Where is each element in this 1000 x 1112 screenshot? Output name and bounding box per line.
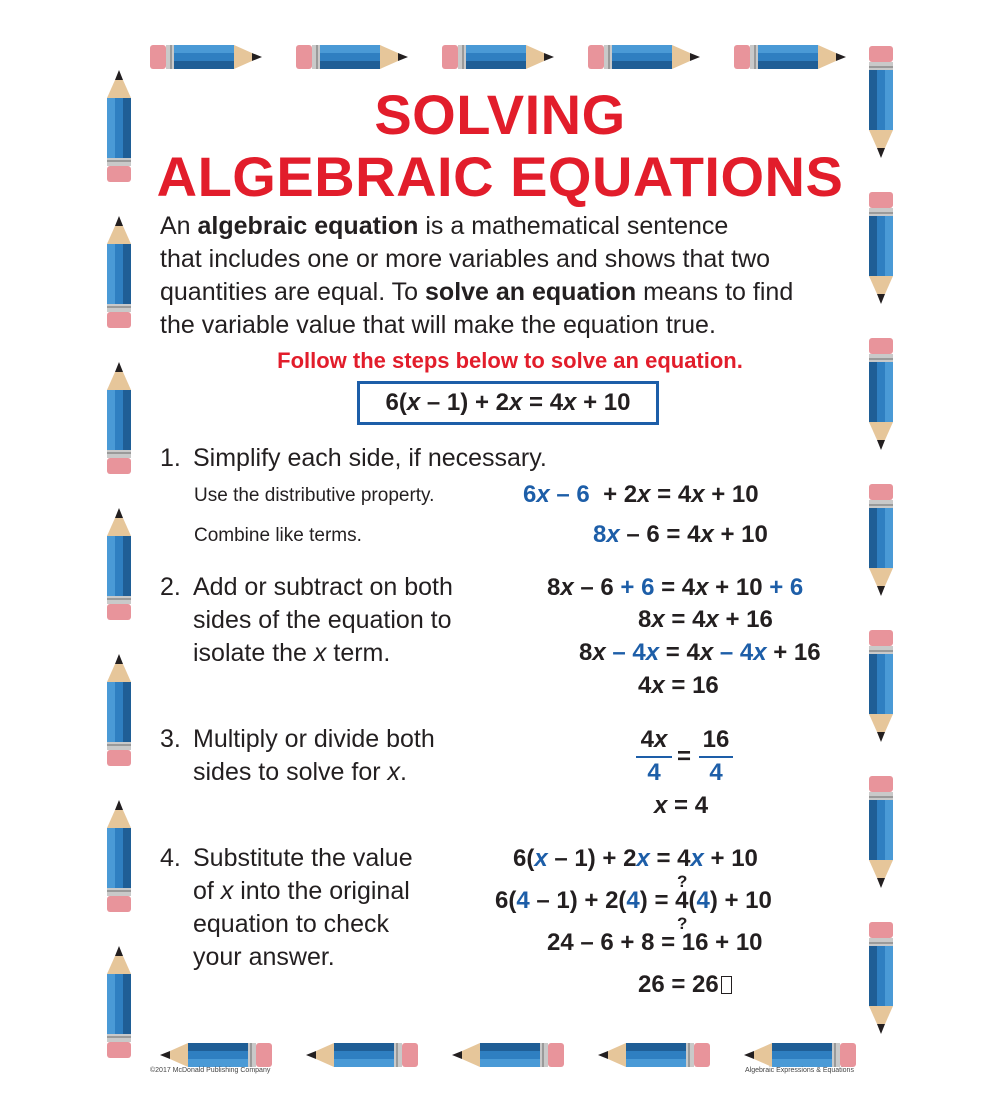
pencil-decoration: [452, 1040, 564, 1070]
intro-text: An: [160, 212, 198, 240]
step-number: 3.: [160, 725, 181, 753]
pencil-decoration: [744, 1040, 856, 1070]
step-text: of x into the original: [193, 877, 410, 905]
intro-term-solve-equation: solve an equation: [425, 278, 637, 306]
math-distributive: 6x – 6 + 2x = 4x + 10: [523, 481, 759, 508]
pencil-decoration: [588, 42, 700, 72]
math-add-2: 8x = 4x + 16: [638, 606, 773, 633]
step-4: [160, 842, 413, 974]
step-text: Simplify each side, if necessary.: [193, 444, 547, 472]
check-box-icon: [721, 976, 732, 994]
title-line-1: SOLVING: [374, 83, 626, 146]
pencil-decoration: [866, 46, 896, 158]
pencil-decoration: [306, 1040, 418, 1070]
intro-text: is a mathematical sentence: [418, 212, 729, 240]
page-title: [150, 84, 850, 208]
pencil-decoration: [866, 338, 896, 450]
step-1: [160, 442, 547, 475]
follow-steps-heading: Follow the steps below to solve an equation.: [277, 348, 743, 373]
step-text: Add or subtract on both: [193, 573, 453, 601]
intro-text: the variable value that will make the equation true.: [160, 311, 716, 339]
step-text: Multiply or divide both: [193, 725, 435, 753]
math-check-3: 24 – 6 + 8 = 16 + 10: [547, 929, 763, 956]
pencil-decoration: [104, 508, 134, 620]
math-check-4: 26 = 26: [638, 971, 732, 999]
step-3: [160, 723, 435, 789]
math-check-2: 6(4 – 1) + 2(4) = 4(4) + 10: [495, 887, 772, 914]
pencil-decoration: [866, 922, 896, 1034]
pencil-decoration: [866, 776, 896, 888]
math-result: x = 4: [654, 792, 709, 819]
step-number: 4.: [160, 844, 181, 872]
intro-text: means to find: [636, 278, 794, 306]
boxed-equation: 6(x – 1) + 2x = 4x + 10: [357, 381, 659, 425]
pencil-decoration: [442, 42, 554, 72]
footer-copyright: ©2017 McDonald Publishing Company: [150, 1067, 271, 1074]
step-number: 1.: [160, 444, 181, 472]
pencil-decoration: [104, 654, 134, 766]
math-add-4: 4x = 16: [638, 672, 719, 699]
intro-text: quantities are equal. To: [160, 278, 426, 306]
pencil-decoration: [866, 484, 896, 596]
step-1a-text: Use the distributive property.: [194, 485, 435, 506]
pencil-decoration: [598, 1040, 710, 1070]
pencil-decoration: [104, 70, 134, 182]
fraction-equals: =: [677, 743, 692, 770]
step-text: sides of the equation to: [193, 606, 452, 634]
step-text: equation to check: [193, 910, 389, 938]
pencil-decoration: [734, 42, 846, 72]
pencil-decoration: [866, 630, 896, 742]
pencil-decoration: [160, 1040, 272, 1070]
pencil-decoration: [104, 216, 134, 328]
pencil-decoration: [104, 362, 134, 474]
step-number: 2.: [160, 573, 181, 601]
pencil-decoration: [104, 800, 134, 912]
step-text: your answer.: [193, 943, 335, 971]
title-line-2: ALGEBRAIC EQUATIONS: [156, 145, 844, 208]
fraction-left: $\frac{4x}{4}$: [636, 726, 672, 787]
pencil-decoration: [150, 42, 262, 72]
step-1b-text: Combine like terms.: [194, 525, 362, 546]
math-add-1: 8x – 6 + 6 = 4x + 10 + 6: [547, 574, 804, 601]
question-mark: ?: [677, 914, 688, 933]
pencil-decoration: [866, 192, 896, 304]
footer-series: Algebraic Expressions & Equations: [745, 1067, 854, 1074]
intro-paragraph: [160, 210, 860, 342]
math-check-1: 6(x – 1) + 2x = 4x + 10: [513, 845, 758, 872]
pencil-decoration: [296, 42, 408, 72]
step-text: isolate the x term.: [193, 639, 391, 667]
question-mark: ?: [677, 872, 688, 891]
pencil-decoration: [104, 946, 134, 1058]
step-text: sides to solve for x.: [193, 758, 407, 786]
step-2: [160, 571, 453, 670]
fraction-right: $\frac{16}{4}$: [699, 726, 733, 787]
math-add-3: 8x – 4x = 4x – 4x + 16: [579, 639, 821, 666]
math-combine: 8x – 6 = 4x + 10: [593, 521, 768, 548]
intro-text: that includes one or more variables and shows that two: [160, 245, 771, 273]
intro-term-algebraic-equation: algebraic equation: [197, 212, 419, 240]
step-text: Substitute the value: [193, 844, 413, 872]
